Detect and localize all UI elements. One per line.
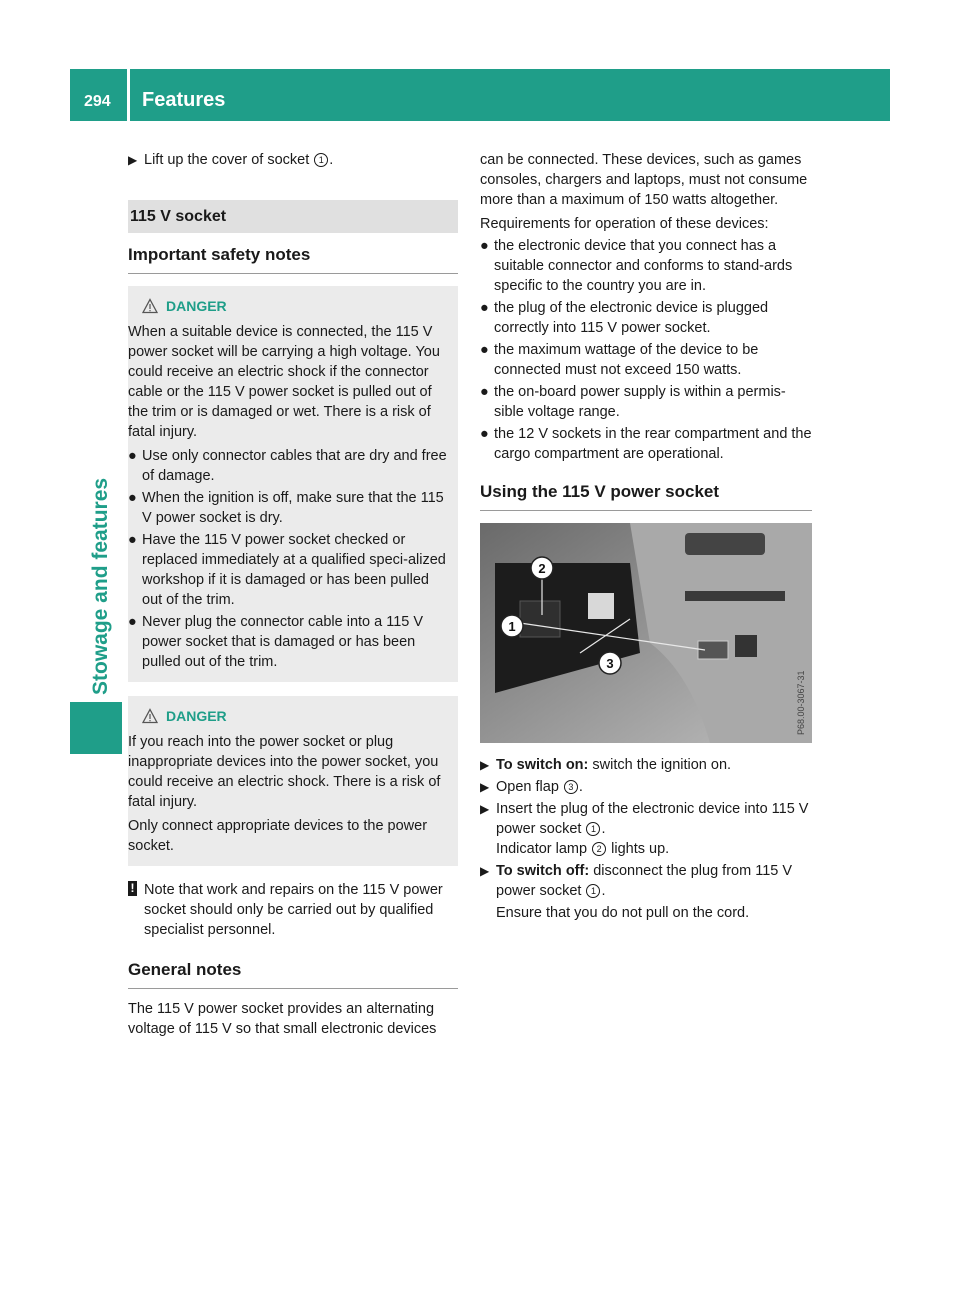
section-title-text: 115 V socket [130, 208, 227, 225]
step-arrow-icon: ▶ [480, 758, 490, 772]
callout-ref: 3 [564, 780, 578, 794]
step-text: Open flap [496, 779, 559, 795]
step-open-flap: ▶ Open flap 3 . [480, 779, 583, 795]
subhead-general: General notes [128, 958, 458, 989]
danger-intro: When a suitable device is connected, the 115 V power socket will be carrying a high voltage. You could receive an electric shock if the connector cable or the 115 V power socket is pulled out of the trim or is damaged or wet. There is a risk of fatal injury. [128, 324, 440, 440]
step-text: Indicator lamp [496, 841, 588, 857]
danger-paragraph: If you reach into the power socket or plug inappropriate devices into the power socket, you could receive an electric shock. There is a risk of fatal injury. [128, 734, 441, 810]
side-tab-label: Stowage and features [89, 477, 112, 695]
step-text: switch the ignition on. [592, 757, 732, 773]
continued-text: can be connected. These devices, such as games consoles, chargers and laptops, must not consume more than a maximum of 150 watts altogether. [480, 152, 808, 208]
danger-bullet: ● Never plug the connector cable into a 115 V power socket that is damaged or has been pulled out of the trim. [128, 614, 424, 670]
chapter-title: Features [142, 89, 226, 111]
step-text: Insert the plug of the electronic device into 115 V power socket [496, 801, 809, 837]
danger-label: DANGER [166, 298, 227, 314]
photo-code: P68.00-3067-31 [796, 670, 806, 735]
requirements-intro: Requirements for operation of these devices: [480, 216, 769, 232]
note-text: Note that work and repairs on the 115 V power socket should only be carried out by qualified specialist personnel. [144, 882, 443, 938]
warning-triangle-icon [142, 708, 158, 724]
step-label: To switch on: [496, 757, 589, 773]
callout-ref: 1 [586, 884, 600, 898]
step-arrow-icon: ▶ [128, 153, 138, 167]
danger-title [142, 706, 448, 726]
side-tab-block [70, 702, 122, 754]
callout-ref: 1 [586, 822, 600, 836]
warning-triangle-icon [142, 298, 158, 314]
step-arrow-icon: ▶ [480, 864, 490, 878]
danger-bullet: ● Use only connector cables that are dry and free of damage. [128, 448, 447, 484]
callout-2: 2 [538, 561, 546, 576]
step-arrow-icon: ▶ [480, 802, 490, 816]
requirement-bullet: ● the on-board power supply is within a permis-sible voltage range. [480, 384, 786, 420]
section-title [128, 200, 458, 233]
cord-note: Ensure that you do not pull on the cord. [496, 905, 750, 921]
subhead-using: Using the 115 V power socket [480, 480, 812, 511]
right-column [480, 150, 812, 923]
left-column [128, 150, 458, 1039]
requirement-bullet: ● the 12 V sockets in the rear compartment and the cargo compartment are operational. [480, 426, 812, 462]
callout-ref: 1 [314, 153, 328, 167]
requirement-bullet: ● the plug of the electronic device is plugged correctly into 115 V power socket. [480, 300, 769, 336]
page-number: 294 [84, 93, 111, 110]
danger-bullet: ● When the ignition is off, make sure that the 115 V power socket is dry. [128, 490, 444, 526]
danger-paragraph: Only connect appropriate devices to the power socket. [128, 818, 428, 854]
step-switch-off: ▶ To switch off: disconnect the plug from 115 V power socket 1 . [480, 863, 793, 899]
subhead-safety: Important safety notes [128, 243, 458, 274]
danger-title [142, 296, 448, 316]
danger-label: DANGER [166, 708, 227, 724]
step-text: Lift up the cover of socket [144, 152, 310, 168]
requirement-bullet: ● the maximum wattage of the device to be connected must not exceed 150 watts. [480, 342, 759, 378]
header-divider [127, 69, 130, 121]
step-lift-cover [128, 150, 458, 170]
general-text: The 115 V power socket provides an alternating voltage of 115 V so that small electronic devices [128, 1001, 437, 1037]
step-switch-on [480, 755, 812, 775]
callout-3: 3 [606, 656, 614, 671]
step-arrow-icon: ▶ [480, 780, 490, 794]
step-label: To switch off: [496, 863, 590, 879]
step-suffix: . [329, 152, 334, 168]
callout-ref: 2 [592, 842, 606, 856]
exclamation-icon: ! [128, 881, 137, 896]
step-text: lights up. [611, 841, 670, 857]
note [128, 880, 458, 940]
requirement-bullet: ● the electronic device that you connect has a suitable connector and conforms to stand-ards specific to the country you are in. [480, 238, 793, 294]
danger-box-1 [128, 286, 458, 682]
callout-1: 1 [508, 619, 516, 634]
step-insert-plug: ▶ Insert the plug of the electronic device into 115 V power socket 1 . Indicator lamp 2 lights up. [480, 801, 809, 857]
danger-bullet: ● Have the 115 V power socket checked or replaced immediately at a qualified speci-alized workshop if it is damaged or has been pulled out of the trim. [128, 532, 446, 608]
step-text: disconnect the plug from 115 V power socket [496, 863, 793, 899]
danger-box-2 [128, 696, 458, 866]
socket-photo [480, 523, 812, 743]
socket-photo-illustration [480, 523, 812, 743]
